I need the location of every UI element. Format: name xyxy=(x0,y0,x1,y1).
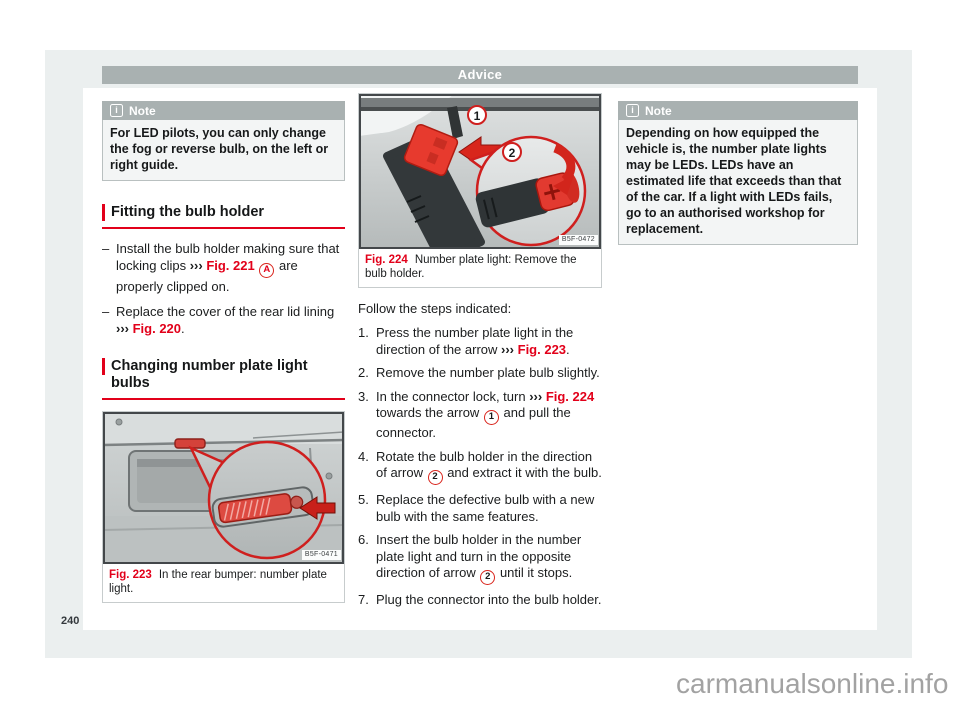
step-item xyxy=(358,389,602,442)
text-segment xyxy=(255,258,259,273)
see-also-arrows: ››› xyxy=(529,388,546,404)
figure-223 xyxy=(102,411,345,603)
text-segment: Remove the number plate bulb slightly. xyxy=(376,365,600,380)
dash-item-text xyxy=(116,240,345,295)
site-watermark: carmanualsonline.info xyxy=(676,668,949,699)
figure-223-tag: B5F-0471 xyxy=(302,550,341,560)
text-segment: Replace the defective bulb with a new bulb with the same features. xyxy=(376,492,595,524)
step-number: 6. xyxy=(358,532,369,547)
text-segment: Plug the connector into the bulb holder. xyxy=(376,592,602,607)
text-segment: Rotate the bulb holder in the direction of arrow xyxy=(376,448,593,480)
note-header xyxy=(618,101,858,120)
text-segment: are properly clipped on. xyxy=(116,258,298,294)
step-item xyxy=(358,449,602,486)
fig224-marker-1: 1 xyxy=(467,105,487,125)
figure-224 xyxy=(358,93,602,288)
figure-reference: Fig. 224 xyxy=(545,388,595,404)
middle-column xyxy=(358,93,602,616)
see-also-arrows: ››› xyxy=(501,341,518,357)
text-segment: . xyxy=(181,321,185,336)
steps-intro: Follow the steps indicated: xyxy=(358,301,512,316)
step-number: 1. xyxy=(358,325,369,340)
circled-marker-a: A xyxy=(259,263,274,278)
step-number: 7. xyxy=(358,592,369,607)
note-header xyxy=(102,101,345,120)
info-icon: i xyxy=(626,104,639,117)
right-column xyxy=(618,101,858,245)
dash-list-item xyxy=(102,240,345,295)
dash-bullet: – xyxy=(102,304,110,319)
step-item xyxy=(358,365,602,382)
text-segment: and pull the connector. xyxy=(376,405,571,440)
step-number: 3. xyxy=(358,388,369,404)
step-item xyxy=(358,592,602,609)
figure-reference: Fig. 223 xyxy=(517,341,567,357)
dash-item-text xyxy=(116,303,345,337)
step-text xyxy=(376,492,602,525)
page-number: 240 xyxy=(61,615,80,627)
circled-marker-1: 1 xyxy=(484,410,499,425)
step-number: 5. xyxy=(358,492,369,507)
text-segment: and extract it with the bulb. xyxy=(443,465,602,480)
fig224-marker-2: 2 xyxy=(502,142,522,162)
text-segment: until it stops. xyxy=(496,565,573,580)
section-title-fitting: Fitting the bulb holder xyxy=(102,204,345,229)
step-text xyxy=(376,325,602,358)
figure-224-label: Fig. 224 xyxy=(365,254,408,266)
step-text xyxy=(376,449,602,486)
text-segment: Insert the bulb holder in the number plate light and turn in the opposite direction of arrow xyxy=(376,532,582,580)
step-item xyxy=(358,325,602,358)
step-text xyxy=(376,389,602,442)
text-segment: In the connector lock, turn xyxy=(376,388,530,404)
dash-bullet: – xyxy=(102,241,110,256)
section-title-changing: Changing number plate light bulbs xyxy=(102,358,345,400)
left-column xyxy=(102,101,345,603)
see-also-arrows: ››› xyxy=(116,321,133,336)
figure-223-image xyxy=(103,412,344,564)
info-icon: i xyxy=(110,104,123,117)
note-body: Depending on how equipped the vehicle is, the number plate lights may be LEDs. LEDs have an estimated life that exceeds than that of the car. If a light with LEDs fails, go to an authorised workshop for replacement. xyxy=(618,120,858,245)
steps-list xyxy=(358,325,602,609)
see-also-arrows: ››› xyxy=(189,258,207,273)
figure-reference: Fig. 220 xyxy=(132,321,182,336)
figure-223-label: Fig. 223 xyxy=(109,569,152,581)
text-segment: Replace the cover of the rear lid lining xyxy=(116,304,335,319)
step-item xyxy=(358,532,602,585)
page-header-bar: Advice xyxy=(102,66,858,84)
figure-224-caption xyxy=(359,249,601,287)
dash-list-item xyxy=(102,303,345,337)
text-segment: Install the bulb holder making sure that locking clips xyxy=(116,241,340,273)
figure-224-caption-text: Number plate light: Remove the bulb holder. xyxy=(365,254,577,280)
figure-reference: Fig. 221 xyxy=(206,258,255,273)
figure-223-caption-text: In the rear bumper: number plate light. xyxy=(109,569,327,595)
text-segment: towards the arrow xyxy=(376,405,483,420)
fig223-illustration xyxy=(103,412,344,564)
note-box-right xyxy=(618,101,858,245)
figure-223-caption xyxy=(103,564,344,602)
step-text xyxy=(376,365,602,382)
text-segment: . xyxy=(566,341,570,357)
note-box-left xyxy=(102,101,345,181)
circled-marker-2: 2 xyxy=(480,570,495,585)
note-body: For LED pilots, you can only change the fog or reverse bulb, on the left or right guide. xyxy=(102,120,345,181)
step-number: 4. xyxy=(358,448,369,464)
figure-224-image xyxy=(359,94,601,249)
step-text xyxy=(376,532,602,585)
step-item xyxy=(358,492,602,525)
step-text xyxy=(376,592,602,609)
step-number: 2. xyxy=(358,365,369,380)
note-title: Note xyxy=(645,103,672,118)
text-segment: Press the number plate light in the direction of the arrow xyxy=(376,325,574,357)
circled-marker-2: 2 xyxy=(428,470,443,485)
note-title: Note xyxy=(129,103,156,118)
figure-224-tag: B5F-0472 xyxy=(559,235,598,245)
dash-list xyxy=(102,240,345,337)
